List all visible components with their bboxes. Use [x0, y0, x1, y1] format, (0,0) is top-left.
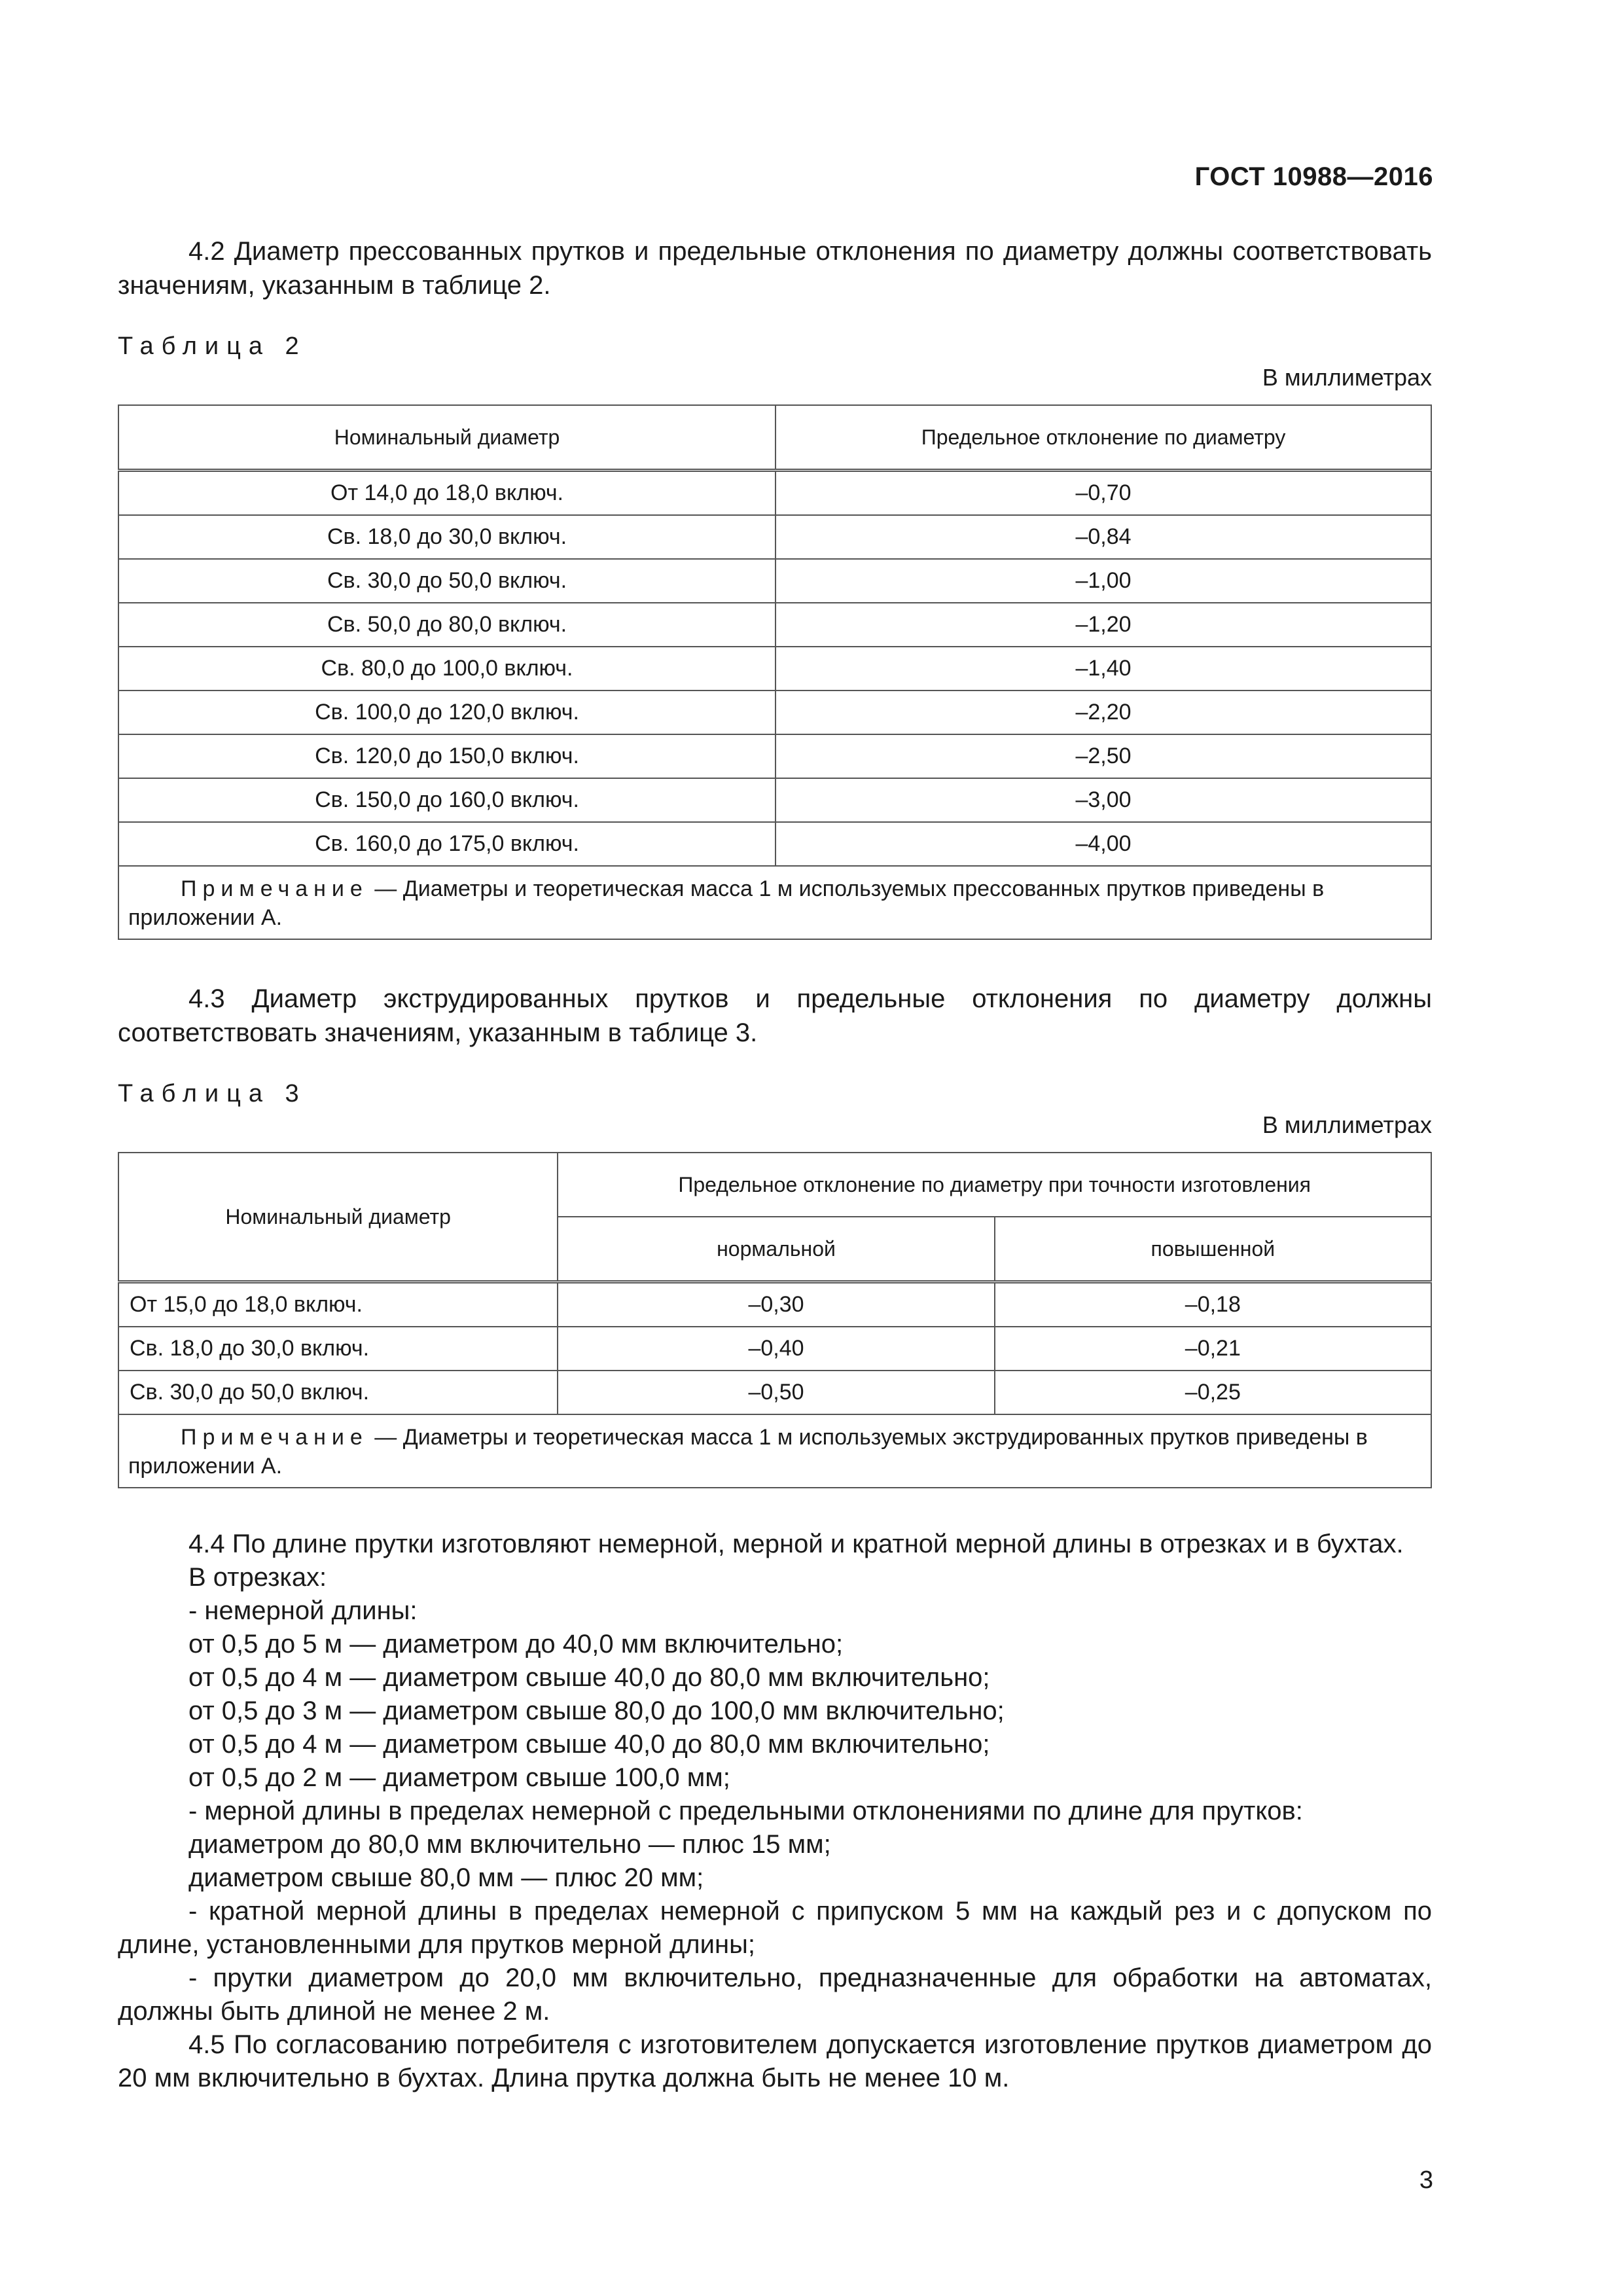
- table-row: [118, 1371, 1431, 1414]
- table3-header-group: Предельное отклонение по диаметру при точности изготовления: [558, 1153, 1431, 1217]
- table-row: [118, 1282, 1431, 1327]
- section-4-5: 4.5 По согласованию потребителя с изготовителем допускается изготовление прутков диаметром до 20 мм включительно в бухтах. Длина прутка должна быть не менее 10 м.: [118, 2030, 1432, 2092]
- table3-header-row: [118, 1153, 1431, 1217]
- table2-note-text: — Диаметры и теоретическая масса 1 м используемых прессованных прутков приведены в приложении А.: [128, 876, 1325, 930]
- table3-caption: Таблица 3: [118, 1080, 307, 1107]
- table2-cell: Св. 30,0 до 50,0 включ.: [118, 559, 776, 603]
- section-4-4-intro: 4.4 По длине прутки изготовляют немерной, мерной и кратной мерной длины в отрезках и в бухтах.: [188, 1530, 1404, 1558]
- table2-header-deviation: Предельное отклонение по диаметру: [776, 405, 1431, 471]
- table2-cell: –2,20: [776, 691, 1431, 734]
- table3-cell: –0,50: [558, 1371, 994, 1414]
- table3-cell: Св. 30,0 до 50,0 включ.: [118, 1371, 558, 1414]
- section-4-2: [118, 234, 1432, 302]
- table-row: [118, 471, 1431, 516]
- table3-cell: Св. 18,0 до 30,0 включ.: [118, 1327, 558, 1371]
- section-4-4-line: - мерной длины в пределах немерной с предельными отклонениями по длине для прутков:: [188, 1797, 1303, 1825]
- section-4-4: [118, 1528, 1432, 2095]
- table-row: [118, 603, 1431, 647]
- table2-cell: Св. 150,0 до 160,0 включ.: [118, 778, 776, 822]
- table-row: [118, 822, 1431, 866]
- table3-cell: –0,21: [995, 1327, 1431, 1371]
- table3-header-high: повышенной: [995, 1217, 1431, 1282]
- table-3: [118, 1152, 1432, 1488]
- table-row: [118, 691, 1431, 734]
- section-4-4-line: от 0,5 до 4 м — диаметром свыше 40,0 до 80,0 мм включительно;: [188, 1730, 990, 1759]
- section-4-4-line: от 0,5 до 2 м — диаметром свыше 100,0 мм;: [188, 1763, 730, 1792]
- section-4-4-line: диаметром до 80,0 мм включительно — плюс 15 мм;: [188, 1830, 831, 1859]
- table3-cell: –0,40: [558, 1327, 994, 1371]
- table2-note-row: [118, 866, 1431, 939]
- section-4-3-text: 4.3 Диаметр экструдированных прутков и предельные отклонения по диаметру должны соответствовать значениям, указанным в таблице 3.: [118, 984, 1432, 1047]
- table2-caption: Таблица 2: [118, 332, 307, 360]
- document-header: ГОСТ 10988—2016: [1194, 162, 1433, 191]
- table2-cell: –4,00: [776, 822, 1431, 866]
- table2-cell: Св. 100,0 до 120,0 включ.: [118, 691, 776, 734]
- table2-header-row: [118, 405, 1431, 471]
- table2-note-label: Примечание: [181, 876, 368, 901]
- table3-cell: –0,25: [995, 1371, 1431, 1414]
- table2-cell: –1,00: [776, 559, 1431, 603]
- table-row: [118, 647, 1431, 691]
- table-row: [118, 559, 1431, 603]
- table3-units: В миллиметрах: [1262, 1111, 1432, 1138]
- table-row: [118, 778, 1431, 822]
- table2-header-nominal: Номинальный диаметр: [118, 405, 776, 471]
- table-2: [118, 404, 1432, 940]
- table-row: [118, 1327, 1431, 1371]
- table2-cell: Св. 50,0 до 80,0 включ.: [118, 603, 776, 647]
- table2-cell: –0,70: [776, 471, 1431, 516]
- table2-cell: –1,40: [776, 647, 1431, 691]
- table2-cell: –1,20: [776, 603, 1431, 647]
- table2-cell: –2,50: [776, 734, 1431, 778]
- table2-cell: Св. 80,0 до 100,0 включ.: [118, 647, 776, 691]
- table3-note: [118, 1414, 1431, 1488]
- table2-note: [118, 866, 1431, 939]
- table2-units: В миллиметрах: [1262, 364, 1432, 391]
- table2-cell: Св. 160,0 до 175,0 включ.: [118, 822, 776, 866]
- section-4-4-automatic: - прутки диаметром до 20,0 мм включительно, предназначенные для обработки на автоматах, должны быть длиной не менее 2 м.: [118, 1964, 1432, 2026]
- table3-note-label: Примечание: [181, 1425, 368, 1450]
- section-4-4-line: от 0,5 до 5 м — диаметром до 40,0 мм включительно;: [188, 1630, 844, 1659]
- page-number: 3: [1419, 2166, 1433, 2194]
- table3-note-text: — Диаметры и теоретическая масса 1 м используемых экструдированных прутков приведены в приложении А.: [128, 1425, 1368, 1479]
- table2-cell: –0,84: [776, 515, 1431, 559]
- table2-cell: От 14,0 до 18,0 включ.: [118, 471, 776, 516]
- section-4-4-line: от 0,5 до 4 м — диаметром свыше 40,0 до 80,0 мм включительно;: [188, 1663, 990, 1692]
- section-4-2-text: 4.2 Диаметр прессованных прутков и предельные отклонения по диаметру должны соответствовать значениям, указанным в таблице 2.: [118, 237, 1432, 300]
- table3-header-nominal: Номинальный диаметр: [118, 1153, 558, 1282]
- table2-cell: –3,00: [776, 778, 1431, 822]
- table3-cell: –0,30: [558, 1282, 994, 1327]
- table2-cell: Св. 120,0 до 150,0 включ.: [118, 734, 776, 778]
- table3-cell: От 15,0 до 18,0 включ.: [118, 1282, 558, 1327]
- table-row: [118, 515, 1431, 559]
- section-4-4-line: В отрезках:: [188, 1563, 327, 1592]
- section-4-4-line: от 0,5 до 3 м — диаметром свыше 80,0 до 100,0 мм включительно;: [188, 1696, 1005, 1725]
- table2-cell: Св. 18,0 до 30,0 включ.: [118, 515, 776, 559]
- section-4-4-line: - немерной длины:: [188, 1596, 418, 1625]
- section-4-4-multiple-length: - кратной мерной длины в пределах немерной с припуском 5 мм на каждый рез и с допуском по длине, установленными для прутков мерной длины;: [118, 1897, 1432, 1959]
- section-4-3: [118, 982, 1432, 1050]
- table-row: [118, 734, 1431, 778]
- section-4-4-line: диаметром свыше 80,0 мм — плюс 20 мм;: [188, 1863, 704, 1892]
- table3-note-row: [118, 1414, 1431, 1488]
- table3-cell: –0,18: [995, 1282, 1431, 1327]
- table3-header-normal: нормальной: [558, 1217, 994, 1282]
